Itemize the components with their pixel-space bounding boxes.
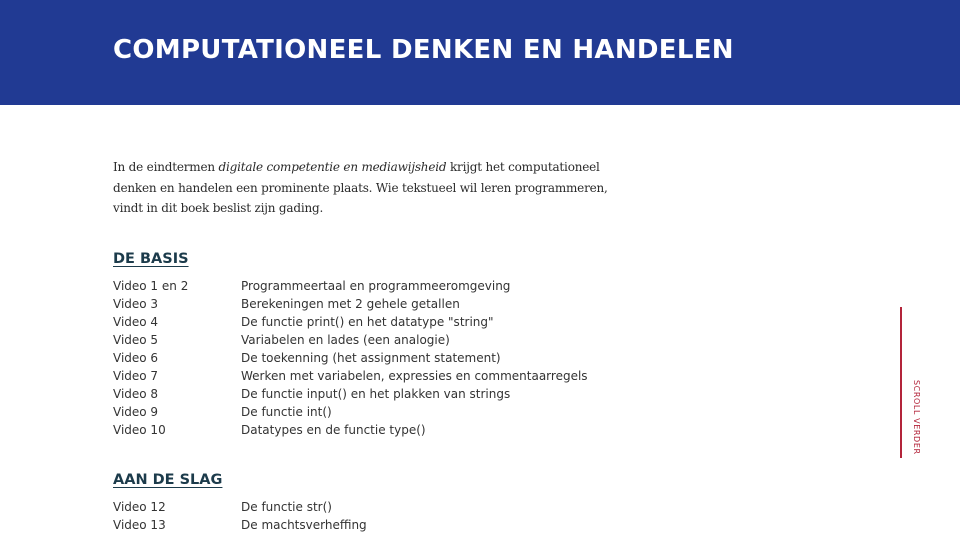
scroll-indicator-line <box>900 307 902 458</box>
video-label: Video 13 <box>113 518 166 532</box>
section-aan-de-slag <box>113 470 367 534</box>
list-item[interactable] <box>113 516 367 534</box>
list-item[interactable] <box>113 313 588 331</box>
video-title: De machtsverheffing <box>241 518 367 532</box>
video-title: De functie input() en het plakken van strings <box>241 387 511 401</box>
list-item[interactable] <box>113 385 588 403</box>
list-item[interactable] <box>113 421 588 439</box>
video-title: De functie print() en het datatype "string" <box>241 315 494 329</box>
video-label: Video 3 <box>113 297 159 311</box>
video-label: Video 4 <box>113 315 159 329</box>
section-heading[interactable]: DE BASIS <box>113 251 189 267</box>
video-title: Datatypes en de functie type() <box>241 423 426 437</box>
intro-paragraph <box>113 157 613 219</box>
video-title: Berekeningen met 2 gehele getallen <box>241 297 460 311</box>
video-label: Video 10 <box>113 423 166 437</box>
list-item[interactable] <box>113 367 588 385</box>
video-title: De functie str() <box>241 500 332 514</box>
list-item[interactable] <box>113 295 588 313</box>
video-label: Video 8 <box>113 387 159 401</box>
list-item[interactable] <box>113 498 367 516</box>
video-label: Video 6 <box>113 351 159 365</box>
video-title: De toekenning (het assignment statement) <box>241 351 501 365</box>
video-label: Video 12 <box>113 500 166 514</box>
page-header <box>0 0 960 105</box>
video-title: Programmeertaal en programmeeromgeving <box>241 279 511 293</box>
section-de-basis <box>113 249 588 439</box>
scroll-hint-label[interactable]: SCROLL VERDER <box>912 380 921 455</box>
video-label: Video 9 <box>113 405 159 419</box>
video-label: Video 1 en 2 <box>113 279 189 293</box>
page-title: COMPUTATIONEEL DENKEN EN HANDELEN <box>113 35 734 65</box>
list-item[interactable] <box>113 349 588 367</box>
intro-text-start: In de eindtermen <box>113 160 219 174</box>
video-label: Video 5 <box>113 333 159 347</box>
list-item[interactable] <box>113 331 588 349</box>
video-title: De functie int() <box>241 405 332 419</box>
video-title: Variabelen en lades (een analogie) <box>241 333 450 347</box>
list-item[interactable] <box>113 403 588 421</box>
intro-emphasis: digitale competentie en mediawijsheid <box>218 160 447 174</box>
intro-text-end: krijgt het computationeel denken en handelen een prominente plaats. Wie tekstueel wil leren programmeren, vindt in dit boek beslist zijn gading. <box>113 160 608 215</box>
video-label: Video 7 <box>113 369 159 383</box>
section-heading[interactable]: AAN DE SLAG <box>113 472 223 488</box>
list-item[interactable] <box>113 277 588 295</box>
video-title: Werken met variabelen, expressies en commentaarregels <box>241 369 588 383</box>
